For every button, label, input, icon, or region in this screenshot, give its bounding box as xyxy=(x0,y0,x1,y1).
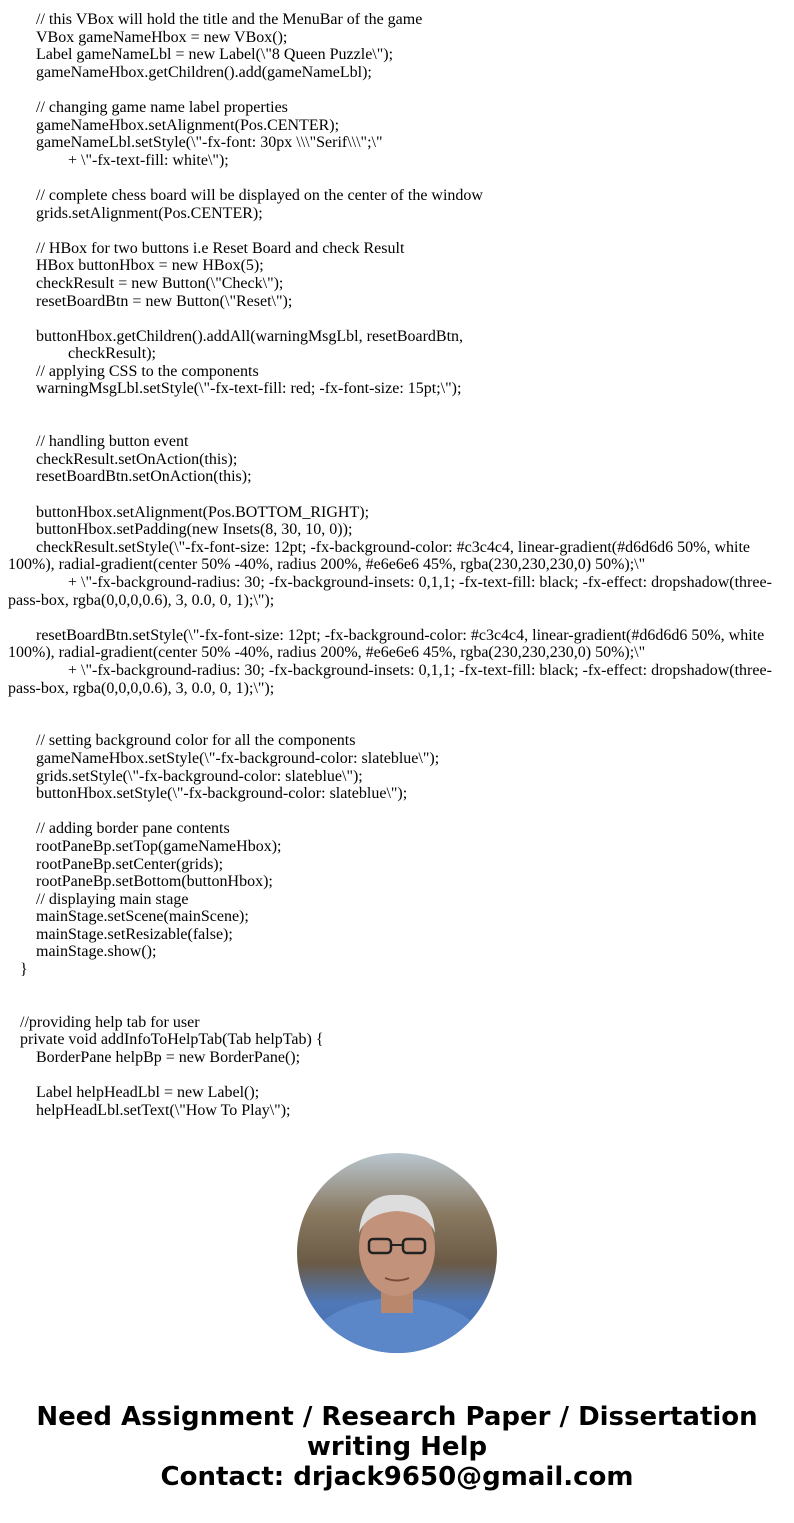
code-line: helpHeadLbl.setText(\"How To Play\"); xyxy=(36,1101,291,1119)
code-line: HBox buttonHbox = new HBox(5); xyxy=(36,257,264,275)
person-portrait-icon xyxy=(297,1153,497,1353)
code-line: + \"-fx-background-radius: 30; -fx-background-insets: 0,1,1; -fx-text-fill: black; -fx-effect: dropshadow(three- xyxy=(68,661,772,679)
code-line xyxy=(0,222,794,240)
code-line: //providing help tab for user xyxy=(20,1013,200,1031)
code-line: // displaying main stage xyxy=(36,890,189,908)
code-line: checkResult); xyxy=(68,345,156,363)
code-line: checkResult = new Button(\"Check\"); xyxy=(36,274,284,292)
code-line xyxy=(0,416,794,434)
code-line xyxy=(0,169,794,187)
code-line: resetBoardBtn.setOnAction(this); xyxy=(36,468,252,486)
code-line xyxy=(0,803,794,821)
code-line: gameNameLbl.setStyle(\"-fx-font: 30px \\\"Serif\\\";\" xyxy=(36,134,383,152)
code-line: rootPaneBp.setBottom(buttonHbox); xyxy=(36,873,273,891)
code-line: + \"-fx-background-radius: 30; -fx-background-insets: 0,1,1; -fx-text-fill: black; -fx-effect: dropshadow(three- xyxy=(68,574,772,591)
code-line xyxy=(0,979,794,997)
code-line: gameNameHbox.setStyle(\"-fx-background-color: slateblue\"); xyxy=(36,749,440,767)
code-line: rootPaneBp.setCenter(grids); xyxy=(36,855,224,873)
code-line: grids.setAlignment(Pos.CENTER); xyxy=(36,204,263,222)
code-line: resetBoardBtn.setStyle(\"-fx-font-size: 12pt; -fx-background-color: #c3c4c4, linear-gradient(#d6d6d6 50%, white xyxy=(36,626,765,644)
code-line: warningMsgLbl.setStyle(\"-fx-text-fill: red; -fx-font-size: 15pt;\"); xyxy=(36,380,462,398)
code-line: // applying CSS to the components xyxy=(36,362,259,380)
code-line: pass-box, rgba(0,0,0,0.6), 3, 0.0, 0, 1);\"); xyxy=(8,679,275,697)
code-line: private void addInfoToHelpTab(Tab helpTab) { xyxy=(20,1031,324,1049)
code-line: 100%), radial-gradient(center 50% -40%, radius 200%, #e6e6e6 45%, rgba(230,230,230,0) 50%);\" xyxy=(8,556,646,574)
code-line: 100%), radial-gradient(center 50% -40%, radius 200%, #e6e6e6 45%, rgba(230,230,230,0) 50%);\" xyxy=(8,644,646,662)
code-line: rootPaneBp.setTop(gameNameHbox); xyxy=(36,837,282,855)
code-line: BorderPane helpBp = new BorderPane(); xyxy=(36,1049,301,1067)
code-line: grids.setStyle(\"-fx-background-color: slateblue\"); xyxy=(36,767,363,785)
code-line xyxy=(0,715,794,733)
code-line xyxy=(0,398,794,416)
footer-line-1: Need Assignment / Research Paper / Dissertation xyxy=(36,1402,758,1432)
code-line xyxy=(0,81,794,99)
author-photo xyxy=(297,1153,497,1353)
code-line: // this VBox will hold the title and the MenuBar of the game xyxy=(36,11,423,28)
footer-line-2: writing Help xyxy=(306,1432,488,1462)
code-line: mainStage.setScene(mainScene); xyxy=(36,908,249,926)
code-line xyxy=(0,609,794,627)
code-line: checkResult.setStyle(\"-fx-font-size: 12pt; -fx-background-color: #c3c4c4, linear-gradient(#d6d6d6 50%, white xyxy=(36,538,750,556)
code-line: buttonHbox.setStyle(\"-fx-background-color: slateblue\"); xyxy=(36,785,408,803)
footer-line-3: Contact: drjack9650@gmail.com xyxy=(160,1462,634,1492)
contact-banner xyxy=(0,1402,794,1492)
code-line: buttonHbox.setPadding(new Insets(8, 30, 10, 0)); xyxy=(36,521,353,539)
code-line: gameNameHbox.getChildren().add(gameNameLbl); xyxy=(36,63,372,81)
code-line: // setting background color for all the components xyxy=(36,732,356,750)
code-line xyxy=(0,310,794,328)
code-line: } xyxy=(20,961,28,979)
code-line: buttonHbox.setAlignment(Pos.BOTTOM_RIGHT); xyxy=(36,503,370,521)
code-line xyxy=(0,1067,794,1085)
code-listing xyxy=(0,11,794,1123)
code-line: // complete chess board will be displayed on the center of the window xyxy=(36,186,483,204)
code-line xyxy=(0,996,794,1014)
code-line: Label gameNameLbl = new Label(\"8 Queen Puzzle\"); xyxy=(36,46,394,64)
code-line: gameNameHbox.setAlignment(Pos.CENTER); xyxy=(36,116,340,134)
code-line: // adding border pane contents xyxy=(36,820,230,838)
code-line: // HBox for two buttons i.e Reset Board and check Result xyxy=(36,239,405,257)
code-line: mainStage.setResizable(false); xyxy=(36,925,233,943)
code-line: pass-box, rgba(0,0,0,0.6), 3, 0.0, 0, 1);\"); xyxy=(8,591,275,609)
code-line: buttonHbox.getChildren().addAll(warningMsgLbl, resetBoardBtn, xyxy=(36,327,464,345)
code-line: // changing game name label properties xyxy=(36,98,288,116)
code-line: mainStage.show(); xyxy=(36,943,157,961)
code-line: resetBoardBtn = new Button(\"Reset\"); xyxy=(36,292,293,310)
code-line: // handling button event xyxy=(36,433,189,451)
code-line xyxy=(0,697,794,715)
code-line: Label helpHeadLbl = new Label(); xyxy=(36,1084,260,1102)
code-line xyxy=(0,486,794,504)
code-line: + \"-fx-text-fill: white\"); xyxy=(68,151,229,169)
code-line: checkResult.setOnAction(this); xyxy=(36,450,238,468)
code-line: VBox gameNameHbox = new VBox(); xyxy=(36,28,288,46)
